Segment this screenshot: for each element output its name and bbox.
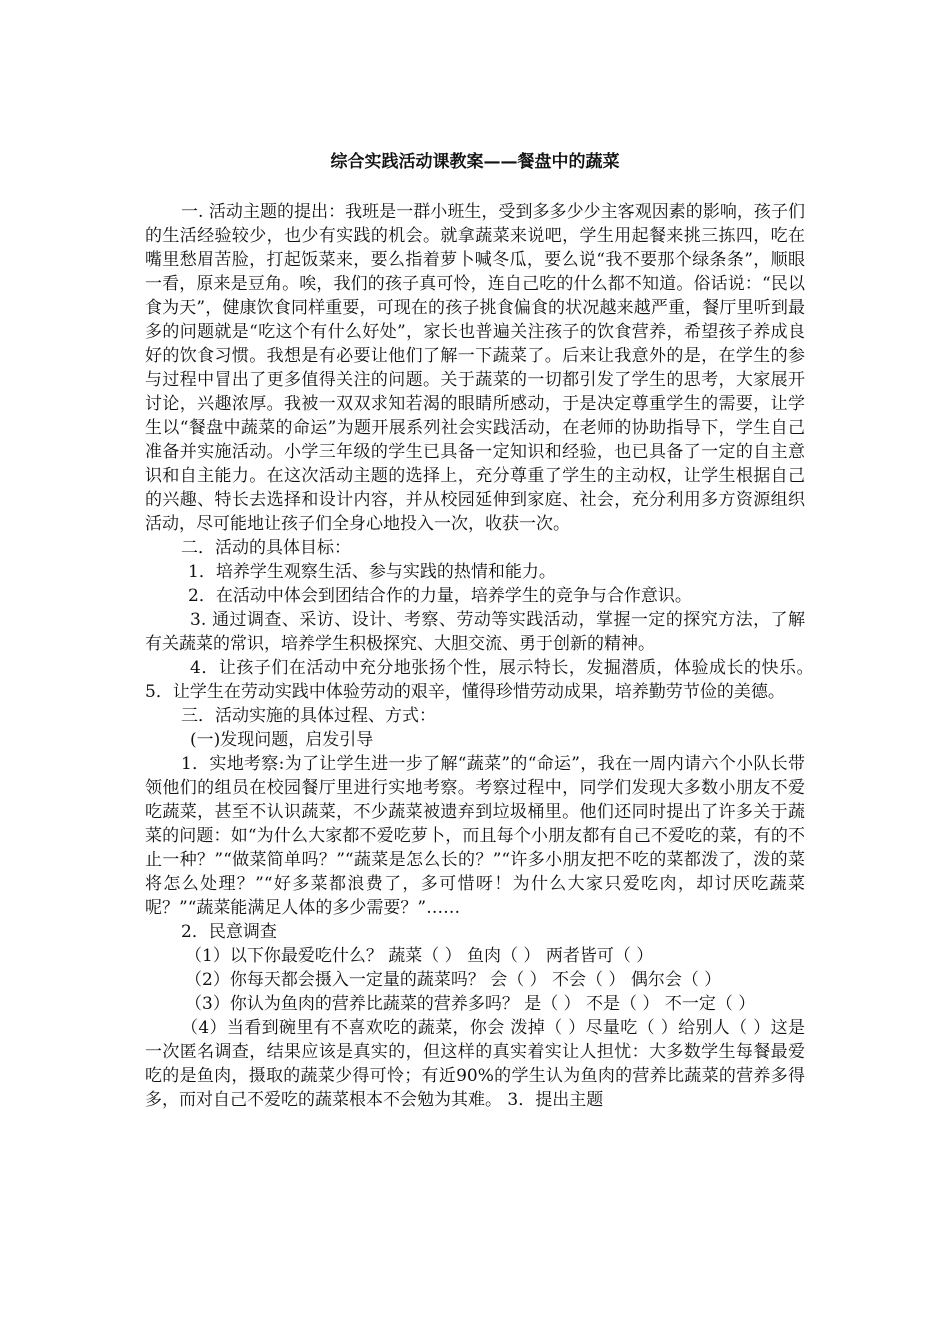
document-title: 综合实践活动课教案——餐盘中的蔬菜: [330, 152, 620, 172]
goal-item-2: 2．在活动中体会到团结合作的力量，培养学生的竞争与合作意识。: [188, 586, 692, 606]
goal-item-3: 3. 通过调查、采访、设计、考察、劳动等实践活动，掌握一定的探究方法，了解有关蔬菜的常识，培养学生积极探究、大胆交流、勇于创新的精神。: [145, 610, 805, 654]
poll-question-4-and-conclusion: （4）当看到碗里有不喜欢吃的蔬菜，你会 泼掉（ ）尽量吃（ ）给别人（ ）这是一次匿名调查，结果应该是真实的，但这样的真实着实让人担忧：大多数学生每餐最爱吃的是鱼肉，摄取的蔬菜少得可怜；有近90%的学生认为鱼肉的营养比蔬菜的营养多得多，而对自己不爱吃的蔬菜根本不会勉为其难。 3．提出主题: [145, 1018, 805, 1110]
subsection-1-heading: (一)发现问题，启发引导: [190, 730, 374, 750]
field-survey-paragraph: 1．实地考察:为了让学生进一步了解“蔬菜”的“命运”，我在一周内请六个小队长带领他们的组员在校园餐厅里进行实地考察。考察过程中，同学们发现大多数小朋友不爱吃蔬菜，甚至不认识蔬菜，不少蔬菜被遗弃到垃圾桶里。他们还同时提出了许多关于蔬菜的问题：如“为什么大家都不爱吃萝卜，而且每个小朋友都有自己不爱吃的菜，有的不止一种？”“做菜简单吗？”“蔬菜是怎么长的？”“许多小朋友把不吃的菜都泼了，泼的菜将怎么处理？”“好多菜都浪费了，多可惜呀！为什么大家只爱吃肉，却讨厌吃蔬菜呢？”“蔬菜能满足人体的多少需要？”……: [145, 754, 805, 918]
document-page: [145, 150, 822, 1112]
goal-item-4-5: 4．让孩子们在活动中充分地张扬个性，展示特长，发掘潜质，体验成长的快乐。 5．让学生在劳动实践中体验劳动的艰辛，懂得珍惜劳动成果，培养勤劳节俭的美德。: [145, 658, 822, 702]
poll-question-2: （2）你每天都会摄入一定量的蔬菜吗？ 会（ ） 不会（ ） 偶尔会（ ）: [185, 970, 722, 990]
poll-heading: 2．民意调查: [181, 922, 277, 942]
poll-question-3: （3）你认为鱼肉的营养比蔬菜的营养多吗？ 是（ ） 不是（ ） 不一定（ ）: [185, 994, 756, 1014]
goal-item-1: 1．培养学生观察生活、参与实践的热情和能力。: [188, 562, 556, 582]
section-1-topic-origin: 一. 活动主题的提出：我班是一群小班生，受到多多少少主客观因素的影响，孩子们的生活经验较少，也少有实践的机会。就拿蔬菜来说吧，学生用起餐来挑三拣四，吃在嘴里愁眉苦脸，打起饭菜来，要么指着萝卜喊冬瓜，要么说“我不要那个绿条条”，顺眼一看，原来是豆角。唉，我们的孩子真可怜，连自己吃的什么都不知道。俗话说：“民以食为天”，健康饮食同样重要，可现在的孩子挑食偏食的状况越来越严重，餐厅里听到最多的问题就是“吃这个有什么好处”，家长也普遍关注孩子的饮食营养，希望孩子养成良好的饮食习惯。我想是有必要让他们了解一下蔬菜了。后来让我意外的是，在学生的参与过程中冒出了更多值得关注的问题。关于蔬菜的一切都引发了学生的思考，大家展开讨论，兴趣浓厚。我被一双双求知若渴的眼睛所感动，于是决定尊重学生的需要，让学生以“餐盘中蔬菜的命运”为题开展系列社会实践活动，在老师的协助指导下，学生自己准备并实施活动。小学三年级的学生已具备一定知识和经验，也已具备了一定的自主意识和自主能力。在这次活动主题的选择上，充分尊重了学生的主动权，让学生根据自己的兴趣、特长去选择和设计内容，并从校园延伸到家庭、社会，充分利用多方资源组织活动，尽可能地让孩子们全身心地投入一次，收获一次。: [145, 202, 805, 534]
poll-question-1: （1）以下你最爱吃什么？ 蔬菜（ ） 鱼肉（ ） 两者皆可（ ）: [185, 946, 654, 966]
section-3-heading: 三．活动实施的具体过程、方式：: [181, 706, 436, 726]
section-2-heading: 二．活动的具体目标：: [181, 538, 351, 558]
